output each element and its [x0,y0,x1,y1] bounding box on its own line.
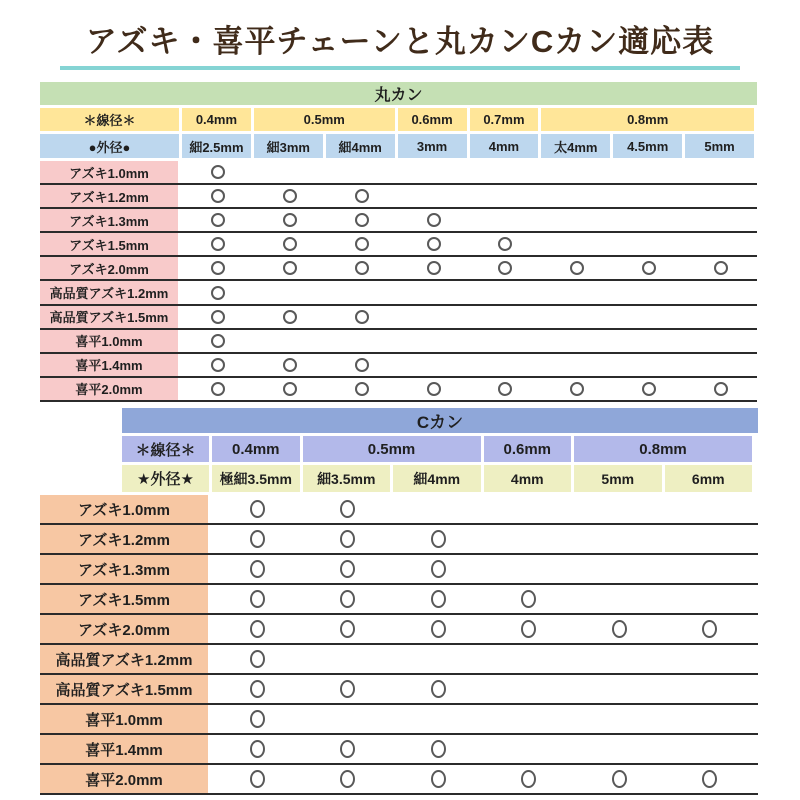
marukan-compat-cell [613,257,685,279]
compat-circle-mark [642,382,656,396]
compat-circle-mark [427,213,441,227]
marukan-compat-cell [470,354,542,376]
ckan-compat-cell [303,705,394,733]
ckan-outer-header-cell: ★外径★ [122,465,212,492]
marukan-compat-cell [613,330,685,352]
compat-circle-mark [283,382,297,396]
compat-circle-mark [498,261,512,275]
marukan-compat-cell [470,209,542,231]
ckan-compat-cell [393,495,484,523]
ckan-compat-cell [484,555,575,583]
compat-circle-mark [340,560,355,578]
ckan-compat-cell [393,765,484,793]
ckan-outer-size-cell: 5mm [574,465,665,492]
marukan-chain-row [40,306,757,330]
compat-circle-mark [283,213,297,227]
marukan-chain-row [40,378,757,402]
compat-circle-mark [431,770,446,788]
compat-circle-mark [211,189,225,203]
compat-circle-mark [355,237,369,251]
compat-circle-mark [355,213,369,227]
compat-circle-mark [714,261,728,275]
marukan-wire-size-cell: 0.5mm [254,108,398,131]
marukan-compat-cell [254,233,326,255]
ckan-compat-cell [484,615,575,643]
marukan-compat-cell [685,330,757,352]
ckan-compat-cell [665,585,756,613]
ckan-compat-cell [484,765,575,793]
ckan-compat-cell [393,525,484,553]
marukan-chain-row [40,257,757,281]
compat-circle-mark [431,560,446,578]
marukan-compat-cell [326,281,398,303]
ckan-table [40,408,758,795]
ckan-compat-cell [574,645,665,673]
ckan-chain-row-label: 高品質アズキ1.2mm [40,645,212,673]
ckan-outer-size-cell: 4mm [484,465,575,492]
ckan-compat-cell [484,675,575,703]
marukan-compat-cell [398,378,470,400]
marukan-compat-cell [326,354,398,376]
marukan-outer-size-cell: 5mm [685,134,757,158]
compat-circle-mark [250,590,265,608]
marukan-chain-row-label: 高品質アズキ1.2mm [40,281,182,303]
compat-circle-mark [250,710,265,728]
marukan-compat-cell [685,185,757,207]
ckan-compat-cell [393,585,484,613]
marukan-compat-cell [398,257,470,279]
ckan-chain-row [40,735,758,765]
marukan-compat-cell [254,161,326,183]
marukan-compat-cell [398,281,470,303]
marukan-compat-cell [541,354,613,376]
marukan-compat-cell [541,378,613,400]
ckan-chain-row-label: 喜平1.4mm [40,735,212,763]
compat-circle-mark [427,237,441,251]
marukan-compat-cell [326,257,398,279]
marukan-compat-cell [470,281,542,303]
marukan-chain-row-label: アズキ1.5mm [40,233,182,255]
marukan-compat-cell [685,306,757,328]
compat-circle-mark [521,620,536,638]
marukan-compat-cell [182,257,254,279]
marukan-chain-row [40,209,757,233]
ckan-chain-row [40,585,758,615]
marukan-compat-cell [182,185,254,207]
ckan-compat-cell [212,495,303,523]
marukan-table-header: 丸カン [40,82,757,108]
ckan-wire-size-cell: 0.6mm [484,436,575,462]
compat-circle-mark [250,530,265,548]
ckan-compat-cell [393,705,484,733]
marukan-compat-cell [326,306,398,328]
compat-circle-mark [427,382,441,396]
ckan-compat-cell [484,645,575,673]
ckan-compat-cell [393,555,484,583]
marukan-compat-cell [326,330,398,352]
compat-circle-mark [612,620,627,638]
marukan-compat-cell [613,306,685,328]
marukan-compat-cell [182,281,254,303]
marukan-compat-cell [541,185,613,207]
marukan-wire-size-cell: 0.8mm [541,108,757,131]
compat-circle-mark [283,358,297,372]
ckan-compat-cell [665,615,756,643]
marukan-compat-cell [254,185,326,207]
compat-circle-mark [521,590,536,608]
ckan-chain-row-label: アズキ1.5mm [40,585,212,613]
compat-circle-mark [702,620,717,638]
compat-circle-mark [250,770,265,788]
compat-circle-mark [355,310,369,324]
marukan-compat-cell [398,330,470,352]
marukan-compat-cell [326,185,398,207]
marukan-chain-row [40,233,757,257]
ckan-compat-cell [303,555,394,583]
compat-circle-mark [714,382,728,396]
ckan-compat-cell [665,735,756,763]
marukan-compat-cell [613,354,685,376]
compat-circle-mark [340,590,355,608]
ckan-compat-cell [665,765,756,793]
marukan-compat-cell [470,185,542,207]
marukan-compat-cell [398,209,470,231]
marukan-chain-row [40,185,757,209]
marukan-outer-size-cell: 太4mm [541,134,613,158]
marukan-compat-cell [541,306,613,328]
ckan-wire-header-cell: ＊線径＊ [122,436,212,462]
marukan-compat-cell [254,330,326,352]
ckan-outer-size-cell: 極細3.5mm [212,465,303,492]
marukan-compat-cell [182,330,254,352]
marukan-compat-cell [182,378,254,400]
ckan-compat-cell [665,555,756,583]
compat-circle-mark [521,770,536,788]
marukan-compat-cell [182,306,254,328]
marukan-outer-diameter-row [40,134,757,161]
compat-circle-mark [355,261,369,275]
ckan-compat-cell [574,525,665,553]
compat-circle-mark [355,358,369,372]
marukan-outer-size-cell: 4mm [470,134,542,158]
marukan-compat-cell [254,306,326,328]
page-title: アズキ・喜平チェーンと丸カンCカン適応表 [60,16,741,70]
compat-circle-mark [211,358,225,372]
ckan-compat-cell [303,495,394,523]
marukan-outer-size-cell: 細4mm [326,134,398,158]
ckan-compat-cell [484,705,575,733]
marukan-compat-cell [613,161,685,183]
marukan-chain-row-label: アズキ1.0mm [40,161,182,183]
marukan-chain-row [40,281,757,305]
ckan-chain-row [40,705,758,735]
marukan-compat-cell [685,281,757,303]
marukan-compat-cell [685,354,757,376]
marukan-compat-cell [398,354,470,376]
compat-circle-mark [340,530,355,548]
marukan-compat-cell [685,161,757,183]
marukan-compat-cell [613,185,685,207]
marukan-compat-cell [470,257,542,279]
marukan-compat-cell [254,209,326,231]
ckan-wire-size-cell: 0.4mm [212,436,303,462]
marukan-compat-cell [182,209,254,231]
ckan-compat-cell [665,645,756,673]
compat-circle-mark [211,237,225,251]
ckan-wire-size-cell: 0.5mm [303,436,484,462]
compat-circle-mark [431,530,446,548]
compat-circle-mark [283,237,297,251]
compat-circle-mark [211,382,225,396]
compat-circle-mark [250,740,265,758]
marukan-compat-cell [541,257,613,279]
ckan-compat-cell [665,495,756,523]
ckan-compat-cell [212,735,303,763]
marukan-compat-cell [685,209,757,231]
marukan-compat-cell [470,233,542,255]
compat-circle-mark [283,310,297,324]
compat-circle-mark [355,382,369,396]
marukan-compat-cell [470,378,542,400]
marukan-outer-size-cell: 3mm [398,134,470,158]
marukan-chain-row-label: アズキ1.3mm [40,209,182,231]
marukan-chain-row-label: アズキ2.0mm [40,257,182,279]
ckan-compat-cell [574,555,665,583]
compat-circle-mark [498,237,512,251]
compat-circle-mark [642,261,656,275]
compat-circle-mark [250,500,265,518]
ckan-chain-row [40,495,758,525]
compat-circle-mark [283,261,297,275]
ckan-compat-cell [212,765,303,793]
compat-circle-mark [340,770,355,788]
ckan-chain-row [40,525,758,555]
marukan-chain-row-label: アズキ1.2mm [40,185,182,207]
ckan-chain-row [40,765,758,795]
compat-circle-mark [340,620,355,638]
ckan-compat-cell [665,705,756,733]
marukan-chain-row [40,161,757,185]
marukan-compat-cell [613,378,685,400]
marukan-compat-cell [254,378,326,400]
marukan-compat-cell [398,185,470,207]
compat-circle-mark [340,500,355,518]
ckan-chain-row-label: アズキ1.2mm [40,525,212,553]
ckan-compat-cell [212,675,303,703]
ckan-compat-cell [303,645,394,673]
marukan-compat-cell [326,378,398,400]
compat-circle-mark [211,213,225,227]
ckan-compat-cell [303,585,394,613]
marukan-wire-size-cell: 0.6mm [398,108,470,131]
compat-circle-mark [355,189,369,203]
ckan-compat-cell [393,735,484,763]
ckan-compat-cell [212,705,303,733]
marukan-compat-cell [685,378,757,400]
marukan-compat-cell [685,233,757,255]
ckan-compat-cell [665,525,756,553]
ckan-compat-cell [393,675,484,703]
marukan-table [40,82,757,402]
ckan-chain-row [40,555,758,585]
ckan-compat-cell [574,705,665,733]
marukan-chain-row-label: 喜平1.0mm [40,330,182,352]
compat-circle-mark [702,770,717,788]
marukan-compat-cell [613,281,685,303]
marukan-compat-cell [470,161,542,183]
marukan-compat-cell [326,161,398,183]
compat-circle-mark [431,680,446,698]
ckan-chain-row-label: 喜平1.0mm [40,705,212,733]
marukan-compat-cell [182,161,254,183]
ckan-chain-row [40,675,758,705]
marukan-compat-cell [541,330,613,352]
compat-circle-mark [498,382,512,396]
ckan-compat-cell [574,735,665,763]
ckan-compat-cell [212,585,303,613]
marukan-wire-size-cell: 0.7mm [470,108,542,131]
compat-circle-mark [211,261,225,275]
compat-circle-mark [250,560,265,578]
marukan-compat-cell [541,233,613,255]
ckan-compat-cell [212,525,303,553]
marukan-compat-cell [398,306,470,328]
ckan-chain-row-label: 高品質アズキ1.5mm [40,675,212,703]
compat-circle-mark [211,334,225,348]
marukan-compat-cell [182,233,254,255]
ckan-compat-cell [303,615,394,643]
marukan-chain-row-label: 喜平1.4mm [40,354,182,376]
ckan-chain-row-label: アズキ1.3mm [40,555,212,583]
marukan-compat-cell [541,209,613,231]
ckan-compat-cell [212,645,303,673]
ckan-outer-size-cell: 細3.5mm [303,465,394,492]
marukan-compat-cell [398,161,470,183]
marukan-wire-size-cell: 0.4mm [182,108,254,131]
ckan-table-header: Cカン [122,408,758,436]
marukan-chain-row [40,330,757,354]
ckan-chain-row-label: アズキ2.0mm [40,615,212,643]
ckan-chain-row [40,615,758,645]
marukan-compat-cell [685,257,757,279]
compat-circle-mark [570,382,584,396]
page-title-wrap [0,16,800,70]
compat-circle-mark [340,680,355,698]
marukan-compat-cell [398,233,470,255]
marukan-compat-cell [541,161,613,183]
ckan-compat-cell [212,615,303,643]
compat-circle-mark [283,189,297,203]
ckan-chain-row [40,645,758,675]
ckan-compat-cell [574,495,665,523]
ckan-compat-cell [484,495,575,523]
ckan-wire-diameter-row [122,436,758,465]
marukan-compat-cell [326,233,398,255]
marukan-compat-cell [470,330,542,352]
compat-circle-mark [570,261,584,275]
compat-circle-mark [211,286,225,300]
marukan-compat-cell [613,233,685,255]
marukan-compat-cell [254,257,326,279]
marukan-outer-size-cell: 細3mm [254,134,326,158]
compat-circle-mark [431,740,446,758]
compat-circle-mark [427,261,441,275]
marukan-outer-size-cell: 細2.5mm [182,134,254,158]
marukan-outer-size-cell: 4.5mm [613,134,685,158]
ckan-compat-cell [665,675,756,703]
marukan-chain-row-label: 喜平2.0mm [40,378,182,400]
compat-circle-mark [340,740,355,758]
ckan-compat-cell [303,735,394,763]
marukan-wire-diameter-row [40,108,757,134]
ckan-compat-cell [303,675,394,703]
ckan-compat-cell [303,765,394,793]
compat-circle-mark [250,620,265,638]
ckan-chain-row-label: 喜平2.0mm [40,765,212,793]
compat-circle-mark [211,310,225,324]
ckan-chain-row-label: アズキ1.0mm [40,495,212,523]
marukan-compat-cell [326,209,398,231]
compat-circle-mark [250,680,265,698]
marukan-chain-row [40,354,757,378]
ckan-compat-cell [574,615,665,643]
ckan-compat-cell [393,615,484,643]
ckan-compat-cell [212,555,303,583]
marukan-compat-cell [254,281,326,303]
marukan-compat-cell [541,281,613,303]
marukan-outer-header-cell: ●外径● [40,134,182,158]
compat-circle-mark [211,165,225,179]
marukan-chain-row-label: 高品質アズキ1.5mm [40,306,182,328]
compat-circle-mark [612,770,627,788]
marukan-wire-header-cell: ＊線径＊ [40,108,182,131]
ckan-outer-diameter-row [122,465,758,495]
ckan-wire-size-cell: 0.8mm [574,436,755,462]
marukan-compat-cell [182,354,254,376]
ckan-compat-cell [574,675,665,703]
ckan-compat-cell [303,525,394,553]
ckan-compat-cell [484,735,575,763]
ckan-outer-size-cell: 6mm [665,465,756,492]
marukan-compat-cell [470,306,542,328]
ckan-outer-size-cell: 細4mm [393,465,484,492]
ckan-compat-cell [484,585,575,613]
compat-circle-mark [250,650,265,668]
ckan-compat-cell [484,525,575,553]
ckan-compat-cell [574,585,665,613]
ckan-compat-cell [574,765,665,793]
marukan-compat-cell [254,354,326,376]
compat-circle-mark [431,620,446,638]
marukan-compat-cell [613,209,685,231]
compat-circle-mark [431,590,446,608]
ckan-compat-cell [393,645,484,673]
